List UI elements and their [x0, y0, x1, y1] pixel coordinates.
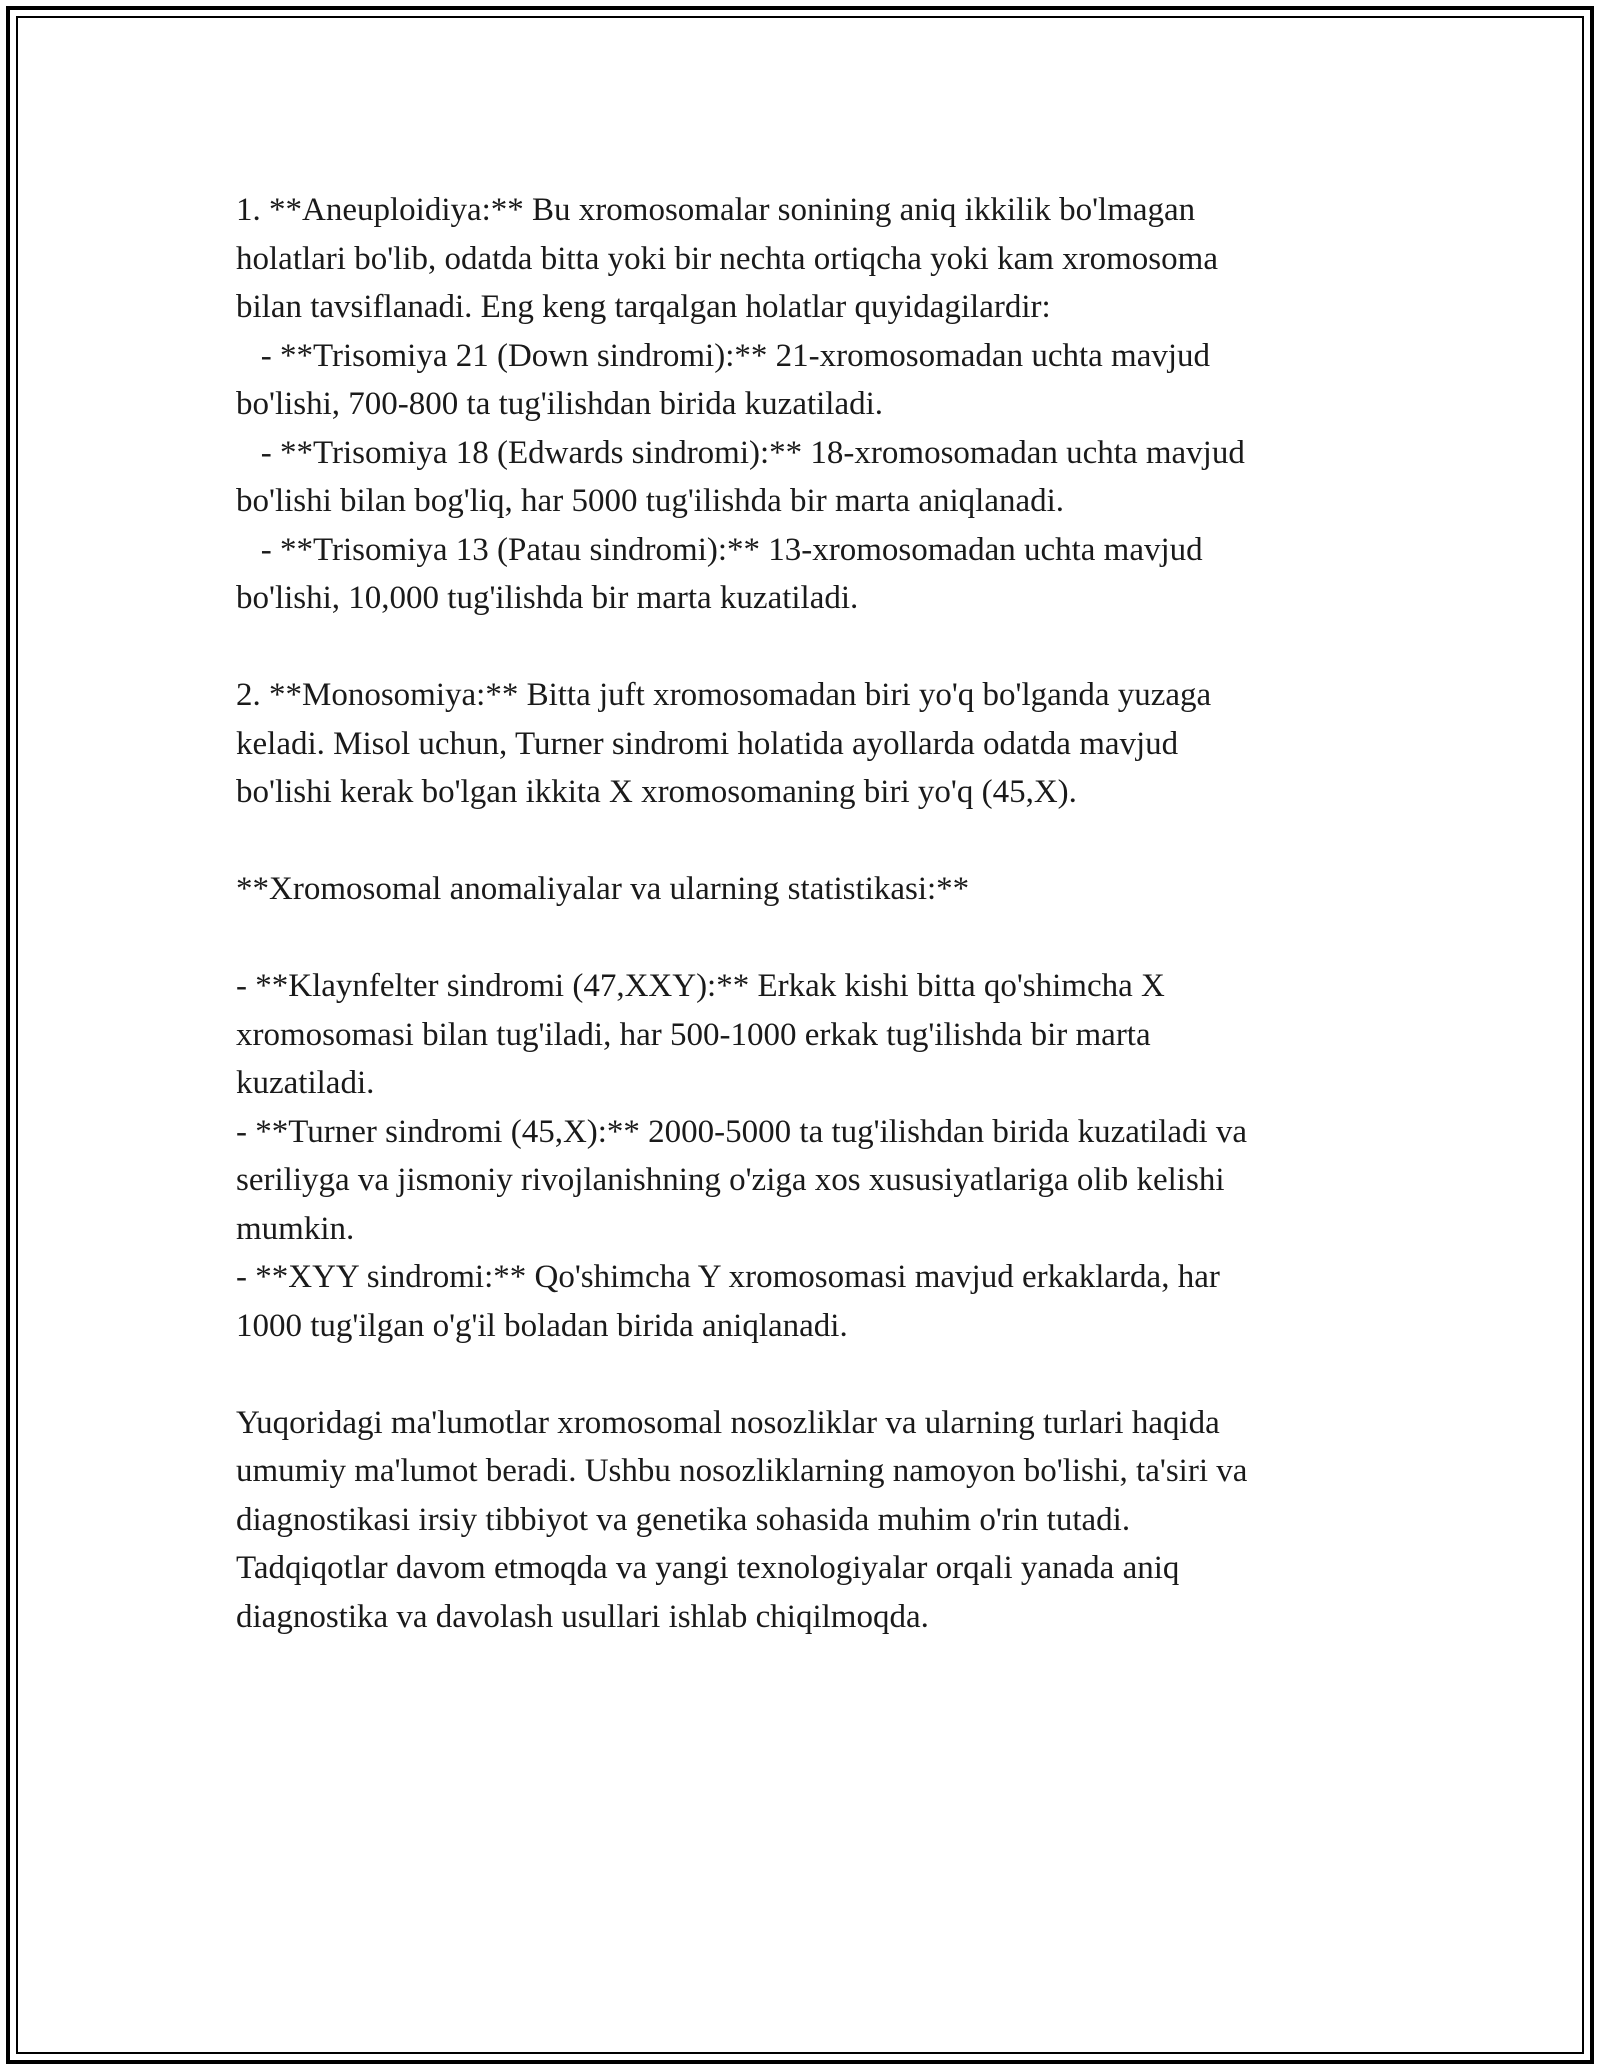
paragraph-spacer: [236, 1350, 1376, 1399]
paragraph-spacer: [236, 623, 1376, 672]
section-heading-statistics: **Xromosomal anomaliyalar va ularning statistikasi:**: [236, 871, 970, 907]
document-body: [236, 186, 1376, 1641]
paragraph-conclusion: Yuqoridagi ma'lumotlar xromosomal nosozliklar va ularning turlari haqida umumiy ma'lumot beradi. Ushbu nosozliklarning namoyon bo'lishi, ta'siri va diagnostikasi irsiy tibbiyot va genetika sohasida muhim o'rin tutadi. Tadqiqotlar davom etmoqda va yangi texnologiyalar orqali yanada aniq diagnostika va davolash usullari ishlab chiqilmoqda.: [236, 1404, 1248, 1635]
paragraph-syndrome-list: - **Klaynfelter sindromi (47,XXY):** Erkak kishi bitta qo'shimcha X xromosomasi bilan tug'iladi, har 500-1000 erkak tug'ilishda bir marta kuzatiladi. - **Turner sindromi (45,X):** 2000-5000 ta tug'ilishdan birida kuzatiladi va seriliyga va jismoniy rivojlanishning o'ziga xos xususiyatlariga olib kelishi mumkin. - **XYY sindromi:** Qo'shimcha Y xromosomasi mavjud erkaklarda, har 1000 tug'ilgan o'g'il boladan birida aniqlanadi.: [236, 968, 1248, 1344]
paragraph-aneuploidiya: 1. **Aneuploidiya:** Bu xromosomalar sonining aniq ikkilik bo'lmagan holatlari bo'lib, odatda bitta yoki bir nechta ortiqcha yoki kam xromosoma bilan tavsiflanadi. Eng keng tarqalgan holatlar quyidagilardir: - **Trisomiya 21 (Down sindromi):** 21-xromosomadan uchta mavjud bo'lishi, 700-800 ta tug'ilishdan birida kuzatiladi. - **Trisomiya 18 (Edwards sindromi):** 18-xromosomadan uchta mavjud bo'lishi bilan bog'liq, har 5000 tug'ilishda bir marta aniqlanadi. - **Trisomiya 13 (Patau sindromi):** 13-xromosomadan uchta mavjud bo'lishi, 10,000 tug'ilishda bir marta kuzatiladi.: [236, 192, 1245, 616]
paragraph-spacer: [236, 817, 1376, 866]
paragraph-spacer: [236, 914, 1376, 963]
paragraph-monosomiya: 2. **Monosomiya:** Bitta juft xromosomadan biri yo'q bo'lganda yuzaga keladi. Misol uchun, Turner sindromi holatida ayollarda odatda mavjud bo'lishi kerak bo'lgan ikkita X xromosomaning biri yo'q (45,X).: [236, 677, 1212, 810]
